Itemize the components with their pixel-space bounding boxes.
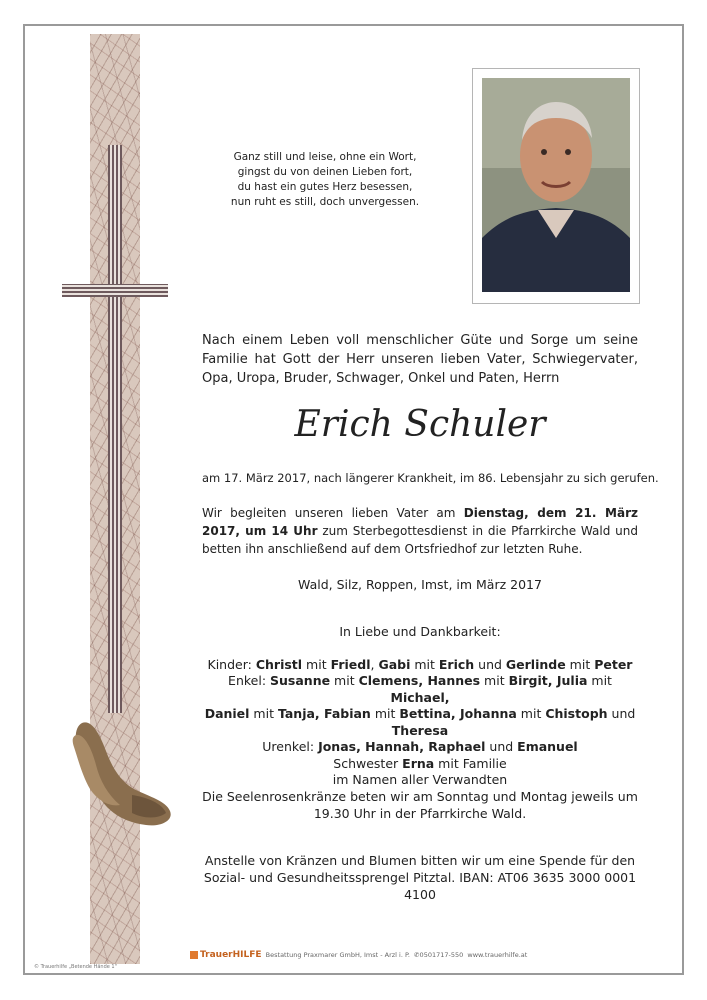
footer [190,948,550,962]
grandchildren-names [270,673,612,705]
deceased-name: Erich Schuler [294,404,546,445]
family-connector: , [370,656,379,672]
family-connector: mit [330,673,359,688]
brand-logo-icon [190,951,198,959]
family-connector: und [474,656,506,672]
grandchildren-label: Enkel: [228,673,271,688]
intro-text: Nach einem Leben voll menschlicher Güte und Sorge um seine Familie hat Gott der Herr unseren lieben Vater, Schwiegervater, Opa, Uropa, Bruder, Schwager, Onkel und Paten, Herrn [202,333,638,386]
praying-hands-icon [62,715,178,831]
children-label: Kinder: [207,656,256,672]
family-line-grandchildren-2 [202,706,638,739]
family-name: Erich [438,656,475,672]
family-name: Clemens, Hannes [358,673,481,688]
family-line-great-grandchildren [202,739,638,756]
family-line-sister [202,756,638,773]
family-name: Susanne [270,673,331,688]
family-connector: mit [410,656,439,672]
sister-pre: Schwester [333,755,403,771]
family-connector: mit [587,673,612,688]
brand-name[interactable]: TrauerHILFE [200,950,262,960]
donation-notice: Anstelle von Kränzen und Blumen bitten wir um eine Spende für den Sozial- und Gesundheitssprengel Pitztal. IBAN: AT06 3635 3000 0001 4100 [203,853,637,902]
family-name: Emanuel [517,739,578,754]
family-line-grandchildren [202,673,638,706]
family-name: Gabi [378,656,411,672]
place-and-date: Wald, Silz, Roppen, Imst, im März 2017 [298,577,542,592]
family-name: Friedl [330,656,371,672]
family-name: Daniel [204,706,250,721]
family-connector: mit [370,706,400,721]
portrait-photo [482,78,630,292]
death-notice: am 17. März 2017, nach längerer Krankheit, im 86. Lebensjahr zu sich gerufen. [202,471,659,485]
great-grandchildren-names [318,739,578,754]
family-name: Birgit, Julia [508,673,588,688]
family-name: Tanja, Fabian [277,706,371,721]
funeral-details [202,504,638,558]
family-line-children [202,657,638,674]
family-line-relatives: im Namen aller Verwandten [332,772,508,787]
family-name: Christl [255,656,303,672]
memorial-poem: Ganz still und leise, ohne ein Wort, gingst du von deinen Lieben fort, du hast ein gutes Herz besessen, nun ruht es still, doch unvergessen. [230,151,420,208]
company-name: Bestattung Praxmarer GmbH, Imst - Arzl i. P. [265,951,410,959]
family-connector: mit [249,706,278,721]
family-name: Bettina, Johanna [399,706,517,721]
website-link[interactable]: www.trauerhilfe.at [467,951,528,959]
family-connector: mit [516,706,546,721]
great-grandchildren-label: Urenkel: [262,739,319,754]
family-connector: mit [480,673,509,688]
family-connector: und [485,739,518,754]
phone-number: ✆0501717-550 [414,951,464,959]
family-name: Gerlinde [505,656,566,672]
copyright-note: © Trauerhilfe „Betende Hände 1" [34,964,117,970]
family-name: Chistoph [545,706,608,721]
cross-horizontal-beam [62,284,168,297]
family-name: Jonas, Hannah, Raphael [318,739,486,754]
family-name: Peter [594,656,633,672]
family-name: Michael, [390,689,450,705]
funeral-post: zum Sterbegottesdienst in die Pfarrkirche Wald und betten ihn anschließend auf dem Ortsfriedhof zur letzten Ruhe. [202,524,638,556]
sister-post: mit Familie [434,755,507,771]
portrait-figure [482,78,630,292]
family-name: Theresa [391,722,449,738]
sister-name: Erna [402,755,435,771]
rosary-notice: Die Seelenrosenkränze beten wir am Sonntag und Montag jeweils um 19.30 Uhr in der Pfarrkirche Wald. [202,789,638,821]
gratitude-line: In Liebe und Dankbarkeit: [339,624,501,639]
children-names [256,657,633,672]
grandchildren-names-2 [205,706,636,738]
family-list [202,624,638,789]
spacer [202,641,638,657]
family-connector: mit [302,656,331,672]
family-connector: und [607,706,636,721]
funeral-pre: Wir begleiten unseren lieben Vater am [202,506,464,520]
cross-vertical-beam [108,145,122,713]
family-connector: mit [565,656,595,672]
funeral-date-time: Dienstag, dem 21. März 2017, um 14 Uhr [202,506,638,538]
